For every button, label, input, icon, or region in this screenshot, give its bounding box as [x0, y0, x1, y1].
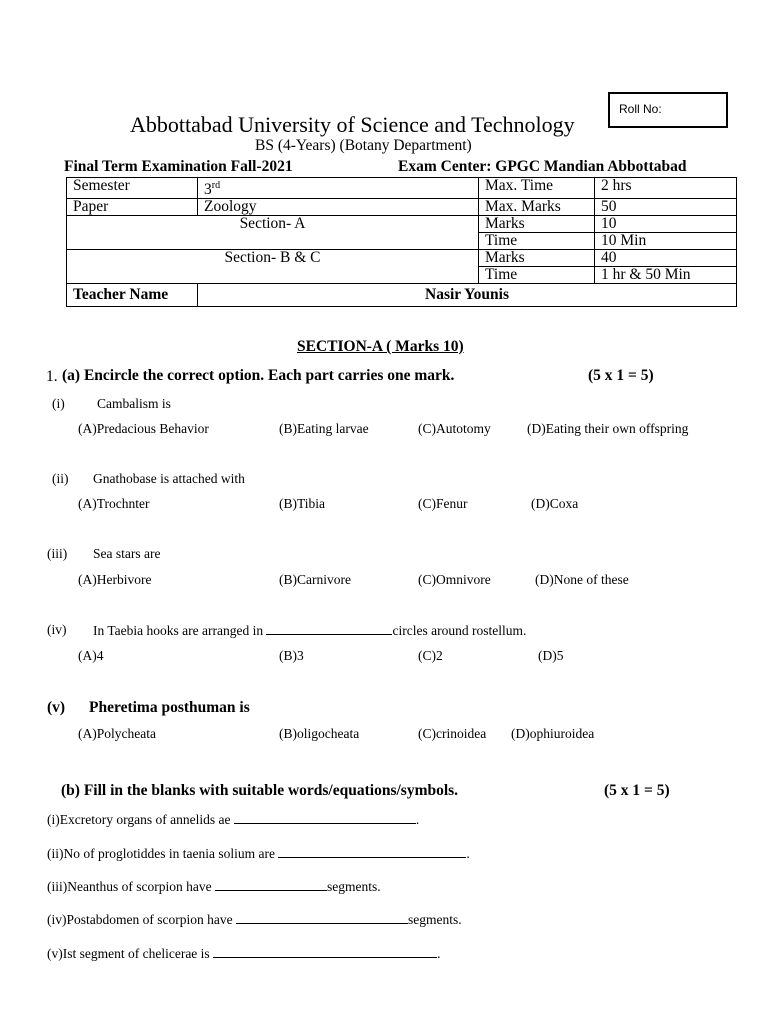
question-number: (ii)	[52, 471, 69, 486]
question-text: Gnathobase is attached with	[93, 471, 245, 486]
fill-blank-item: (i)Excretory organs of annelids ae .	[47, 812, 420, 827]
option-d: (D)None of these	[535, 572, 629, 587]
answer-blank	[278, 845, 466, 858]
part-b-marks: (5 x 1 = 5)	[604, 782, 670, 799]
max-time-value: 2 hrs	[595, 178, 737, 199]
section-a-heading: SECTION-A ( Marks 10)	[297, 338, 464, 355]
time-a-label: Time	[479, 233, 595, 250]
option-a: (A)Herbivore	[78, 572, 152, 587]
max-marks-value: 50	[595, 199, 737, 216]
teacher-label: Teacher Name	[67, 284, 198, 307]
fill-blank-item: (iv)Postabdomen of scorpion have segments.	[47, 912, 462, 927]
question-text: Pheretima posthuman is	[89, 699, 250, 716]
option-d: (D)Coxa	[531, 496, 579, 511]
marks-bc-label: Marks	[479, 250, 595, 267]
time-bc-label: Time	[479, 267, 595, 284]
option-b: (B)Carnivore	[279, 572, 351, 587]
marks-a-value: 10	[595, 216, 737, 233]
option-d: (D)Eating their own offspring	[527, 421, 689, 436]
question-number: (iv)	[47, 622, 67, 637]
fill-blank-item: (iii)Neanthus of scorpion have segments.	[47, 879, 381, 894]
paper-label: Paper	[67, 199, 198, 216]
option-c: (C)crinoidea	[418, 726, 487, 741]
exam-center: Exam Center: GPGC Mandian Abbottabad	[398, 158, 687, 175]
option-a: (A)Trochnter	[78, 496, 150, 511]
question-text: Sea stars are	[93, 546, 161, 561]
max-marks-label: Max. Marks	[479, 199, 595, 216]
part-b-instruction: (b) Fill in the blanks with suitable words/equations/symbols.	[61, 782, 459, 799]
program-title: BS (4-Years) (Botany Department)	[255, 137, 472, 154]
answer-blank	[215, 878, 327, 891]
teacher-value: Nasir Younis	[198, 284, 737, 307]
option-a: (A)Predacious Behavior	[78, 421, 209, 436]
option-d: (D)5	[538, 648, 564, 663]
time-a-value: 10 Min	[595, 233, 737, 250]
time-bc-value: 1 hr & 50 Min	[595, 267, 737, 284]
option-b: (B)oligocheata	[279, 726, 360, 741]
exam-info-table	[66, 177, 737, 307]
fill-blank-item: (v)Ist segment of chelicerae is .	[47, 946, 441, 961]
paper-value: Zoology	[198, 199, 479, 216]
question-1-number: 1.	[46, 368, 58, 385]
question-number: (i)	[52, 396, 65, 411]
marks-a-label: Marks	[479, 216, 595, 233]
option-c: (C)Fenur	[418, 496, 468, 511]
option-b: (B)Tibia	[279, 496, 326, 511]
question-text: Cambalism is	[97, 396, 171, 411]
question-number: (v)	[47, 699, 66, 716]
question-text: In Taebia hooks are arranged in circles around rostellum.	[93, 623, 527, 638]
university-title: Abbottabad University of Science and Technology	[130, 112, 575, 137]
option-a: (A)Polycheata	[78, 726, 156, 741]
exam-title: Final Term Examination Fall-2021	[64, 158, 293, 175]
question-number: (iii)	[47, 546, 68, 561]
option-a: (A)4	[78, 648, 104, 663]
option-d: (D)ophiuroidea	[511, 726, 595, 741]
option-c: (C)2	[418, 648, 443, 663]
section-bc-label: Section- B & C	[67, 250, 479, 284]
option-c: (C)Autotomy	[418, 421, 491, 436]
part-a-instruction: (a) Encircle the correct option. Each part carries one mark.	[62, 367, 455, 384]
answer-blank	[234, 811, 416, 824]
answer-blank	[236, 911, 408, 924]
semester-label: Semester	[67, 178, 198, 199]
option-b: (B)Eating larvae	[279, 421, 369, 436]
roll-no-label: Roll No:	[619, 102, 662, 116]
answer-blank	[213, 945, 437, 958]
marks-bc-value: 40	[595, 250, 737, 267]
roll-no-box	[608, 92, 728, 128]
part-a-marks: (5 x 1 = 5)	[588, 367, 654, 384]
fill-blank-item: (ii)No of proglotiddes in taenia solium are .	[47, 846, 470, 861]
option-c: (C)Omnivore	[418, 572, 491, 587]
option-b: (B)3	[279, 648, 304, 663]
answer-blank	[266, 622, 392, 635]
semester-value: 3rd	[198, 178, 479, 199]
max-time-label: Max. Time	[479, 178, 595, 199]
section-a-label: Section- A	[67, 216, 479, 250]
